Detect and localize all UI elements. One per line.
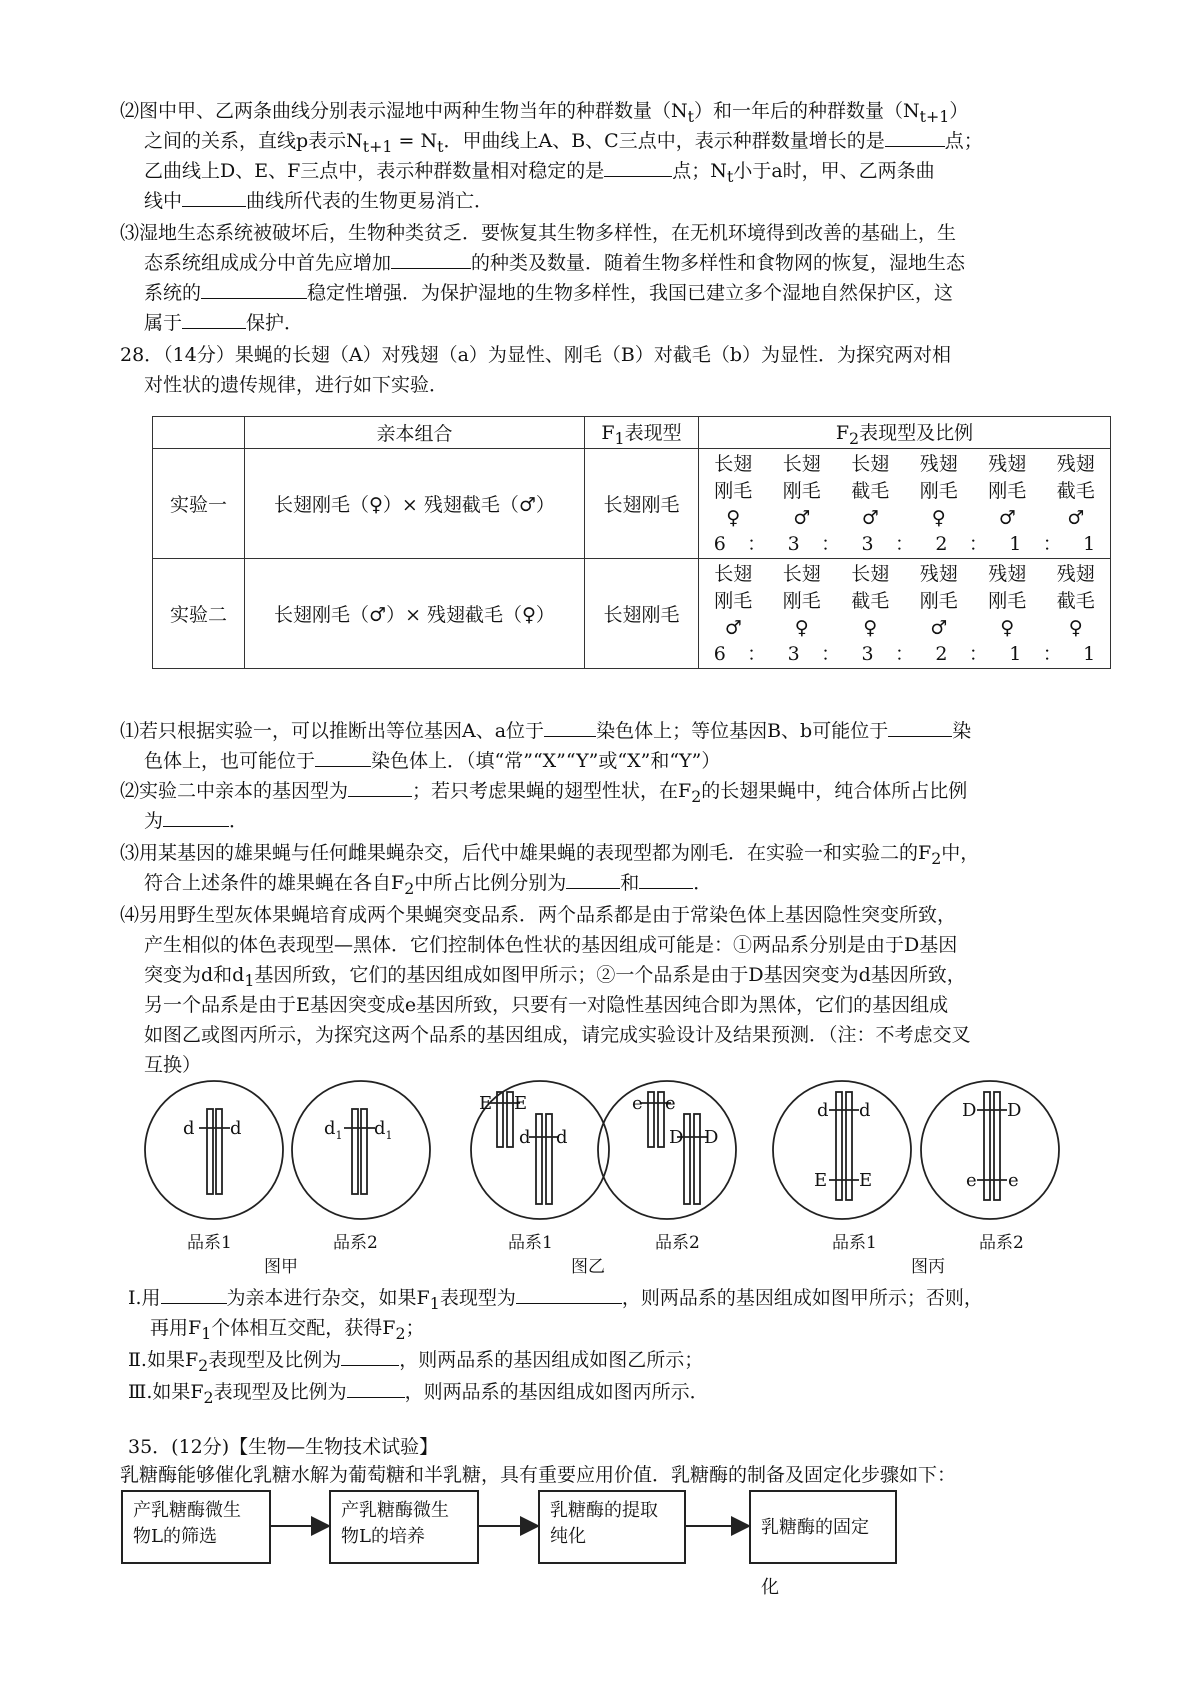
header-empty [153, 417, 245, 449]
answer-blank[interactable] [201, 280, 307, 299]
q28-s4-line5: 如图乙或图丙所示，为探究这两个品系的基因组成，请完成实验设计及结果预测．（注：不考虑交叉 [144, 1024, 971, 1046]
chromosome [507, 1092, 513, 1147]
flow-step-4: 乳糖酶的固定化 [749, 1490, 897, 1564]
chromosome-figures [0, 1070, 1200, 1270]
q28-s1-line1: ⑴若只根据实验一，可以推断出等位基因A、a位于 染色体上；等位基因B、b可能位于 染 [120, 720, 972, 742]
row-f1: 长翅刚毛 [585, 559, 699, 669]
q27-p2-line2: 之间的关系，直线p表示$N_{t+1} = N_t$．甲曲线上A、B、C三点中，表示种群数量增长的是 点； [144, 130, 983, 156]
answer-blank[interactable] [348, 778, 412, 797]
chromosome [536, 1114, 542, 1204]
q28-i-line1: Ⅰ.用 为亲本进行杂交，如果$F_1$表现型为 ，则两品系的基因组成如图甲所示；否则， [128, 1287, 983, 1313]
chromosome [836, 1092, 842, 1200]
answer-blank[interactable] [885, 128, 945, 147]
header-f1: $F_1$表现型 [585, 417, 699, 449]
strain-label: 品系1 [187, 1233, 232, 1253]
gene-label: E [514, 1093, 528, 1114]
f2-ratio: 6 ： 3 ： 3 ： 2 ： 1 ： 1 [713, 643, 1096, 665]
gene-label: e [632, 1093, 643, 1114]
gene-label: d [519, 1127, 531, 1148]
q35-title: 35．(12分)【生物—生物技术试验】 [128, 1436, 439, 1458]
header-f2: $F_2$表现型及比例 [699, 417, 1111, 449]
q28-iii-line: Ⅲ.如果$F_2$表现型及比例为 ，则两品系的基因组成如图丙所示． [128, 1381, 709, 1407]
q27-p2-line3: 乙曲线上D、E、F三点中，表示种群数量相对稳定的是 点；$N_t$小于a时，甲、乙两条曲 [144, 160, 935, 186]
q28-s4-line1: ⑷另用野生型灰体果蝇培育成两个果蝇突变品系．两个品系都是由于常染色体上基因隐性突变所致， [120, 904, 957, 926]
gene-label: e [1008, 1170, 1019, 1191]
f2-ratio: 6 ： 3 ： 3 ： 2 ： 1 ： 1 [713, 533, 1096, 555]
q28-s4-line3: 突变为d和$d_1$基因所致，它们的基因组成如图甲所示；②一个品系是由于D基因突变为d基因所致， [144, 964, 966, 990]
gene-label: $d_1$ [324, 1118, 343, 1142]
experiment-table [152, 416, 1111, 669]
answer-blank[interactable] [315, 748, 371, 767]
answer-blank[interactable] [544, 718, 596, 737]
answer-blank[interactable] [347, 1379, 405, 1398]
strain-label: 品系1 [832, 1233, 877, 1253]
flow-step-3: 乳糖酶的提取 纯化 [538, 1490, 686, 1564]
figure-caption-yi: 图乙 [571, 1257, 605, 1277]
flow-step-1: 产乳糖酶微生 物L的筛选 [121, 1490, 271, 1564]
q28-ii-line: Ⅱ.如果$F_2$表现型及比例为 ，则两品系的基因组成如图乙所示； [128, 1349, 704, 1375]
chromosome [684, 1114, 690, 1204]
gene-label: d [556, 1127, 568, 1148]
chromosome [361, 1109, 367, 1194]
table-row [153, 559, 1111, 669]
answer-blank[interactable] [639, 870, 693, 889]
cell-circle [145, 1081, 283, 1219]
q28-s2-line1: ⑵实验二中亲本的基因型为 ；若只考虑果蝇的翅型性状，在$F_2$的长翅果蝇中，纯合体所占比例 [120, 780, 968, 806]
q28-s3-line1: ⑶用某基因的雄果蝇与任何雌果蝇杂交，后代中雄果蝇的表现型都为刚毛．在实验一和实验二的$F_2$中， [120, 842, 980, 868]
row-parent: 长翅刚毛（♂）× 残翅截毛（♀） [245, 559, 585, 669]
chromosome [846, 1092, 852, 1200]
q28-s2-line2: 为 ． [144, 810, 249, 832]
chromosome [207, 1109, 213, 1194]
gene-label: D [1007, 1100, 1022, 1121]
q28-intro-line1: 28．（14分）果蝇的长翅（A）对残翅（a）为显性、刚毛（B）对截毛（b）为显性．为探究两对相 [120, 344, 952, 366]
gene-label: D [704, 1127, 719, 1148]
q28-intro-line2: 对性状的遗传规律，进行如下实验． [144, 374, 449, 396]
strain-label: 品系2 [979, 1233, 1024, 1253]
chromosome [352, 1109, 358, 1194]
q28-s4-line6: 互换） [144, 1054, 202, 1076]
gene-label: E [479, 1093, 493, 1114]
q28-s4-line2: 产生相似的体色表现型—黑体．它们控制体色性状的基因组成可能是：①两品系分别是由于D基因 [144, 934, 958, 956]
gene-label: E [814, 1170, 828, 1191]
strain-label: 品系2 [655, 1233, 700, 1253]
flow-step-2: 产乳糖酶微生 物L的培养 [329, 1490, 479, 1564]
q28-i-line2: 再用$F_1$个体相互交配，获得$F_2$； [150, 1317, 425, 1343]
chromosome [984, 1092, 990, 1200]
q28-s3-line2: 符合上述条件的雄果蝇在各自$F_2$中所占比例分别为 和 ． [144, 872, 713, 898]
gene-label: $d_1$ [374, 1118, 393, 1142]
gene-label: e [665, 1093, 676, 1114]
gene-label: d [183, 1118, 195, 1139]
gene-label: E [859, 1170, 873, 1191]
gene-label: D [962, 1100, 977, 1121]
chromosome [546, 1114, 552, 1204]
row-parent: 长翅刚毛（♀）× 残翅截毛（♂） [245, 449, 585, 559]
figure-caption-bing: 图丙 [911, 1257, 945, 1277]
row-f2 [699, 559, 1111, 669]
q28-s1-line2: 色体上，也可能位于 染色体上．（填“常”“X”“Y”或“X”和“Y”） [144, 750, 721, 772]
answer-blank[interactable] [604, 158, 672, 177]
row-name: 实验一 [153, 449, 245, 559]
chromosome [648, 1092, 654, 1147]
figure-caption-jia: 图甲 [264, 1257, 298, 1277]
f2-phenotypes: 长翅 长翅 长翅 残翅 残翅 残翅 刚毛 刚毛 截毛 刚毛 刚毛 截毛 ♂ ♀ ♀ ♂ ♀ ♀ [714, 563, 1095, 639]
row-f2 [699, 449, 1111, 559]
table-header-row [153, 417, 1111, 449]
gene-label: d [817, 1100, 829, 1121]
row-name: 实验二 [153, 559, 245, 669]
q27-p3-line2: 态系统组成成分中首先应增加 的种类及数量．随着生物多样性和食物网的恢复，湿地生态 [144, 252, 966, 274]
q27-p2-line4: 线中 曲线所代表的生物更易消亡． [144, 190, 494, 212]
gene-label: e [966, 1170, 977, 1191]
answer-blank[interactable] [163, 808, 229, 827]
q27-p3-line4: 属于 保护． [144, 312, 304, 334]
gene-label: D [669, 1127, 684, 1148]
figure-yi [471, 1081, 736, 1219]
answer-blank[interactable] [161, 1285, 227, 1304]
strain-label: 品系1 [508, 1233, 553, 1253]
q27-p3-line1: ⑶湿地生态系统被破坏后，生物种类贫乏．要恢复其生物多样性，在无机环境得到改善的基础上，生 [120, 222, 957, 244]
q27-p3-line3: 系统的 稳定性增强．为保护湿地的生物多样性，我国已建立多个湿地自然保护区，这 [144, 282, 954, 304]
chromosome [658, 1092, 664, 1147]
answer-blank[interactable] [182, 188, 246, 207]
answer-blank[interactable] [182, 310, 246, 329]
answer-blank[interactable] [566, 870, 620, 889]
header-parent: 亲本组合 [245, 417, 585, 449]
answer-blank[interactable] [391, 250, 471, 269]
f2-phenotypes: 长翅 长翅 长翅 残翅 残翅 残翅 刚毛 刚毛 截毛 刚毛 刚毛 截毛 ♀ ♂ ♂ ♀ ♂ ♂ [714, 453, 1095, 529]
strain-label: 品系2 [333, 1233, 378, 1253]
row-f1: 长翅刚毛 [585, 449, 699, 559]
chromosome [497, 1092, 503, 1147]
flow-arrows [0, 1490, 1200, 1570]
chromosome [994, 1092, 1000, 1200]
chromosome [216, 1109, 222, 1194]
chromosome [694, 1114, 700, 1204]
q27-p2-line1: ⑵图中甲、乙两条曲线分别表示湿地中两种生物当年的种群数量$(N_t)$和一年后的种群数量$(N_{t+1})$ [120, 100, 969, 126]
gene-label: d [230, 1118, 242, 1139]
figure-jia [145, 1081, 430, 1219]
answer-blank[interactable] [888, 718, 952, 737]
q35-intro: 乳糖酶能够催化乳糖水解为葡萄糖和半乳糖，具有重要应用价值．乳糖酶的制备及固定化步骤如下： [120, 1464, 957, 1486]
table-row [153, 449, 1111, 559]
gene-label: d [859, 1100, 871, 1121]
q28-s4-line4: 另一个品系是由于E基因突变成e基因所致，只要有一对隐性基因纯合即为黑体，它们的基因组成 [144, 994, 949, 1016]
answer-blank[interactable] [341, 1347, 399, 1366]
answer-blank[interactable] [516, 1285, 622, 1304]
